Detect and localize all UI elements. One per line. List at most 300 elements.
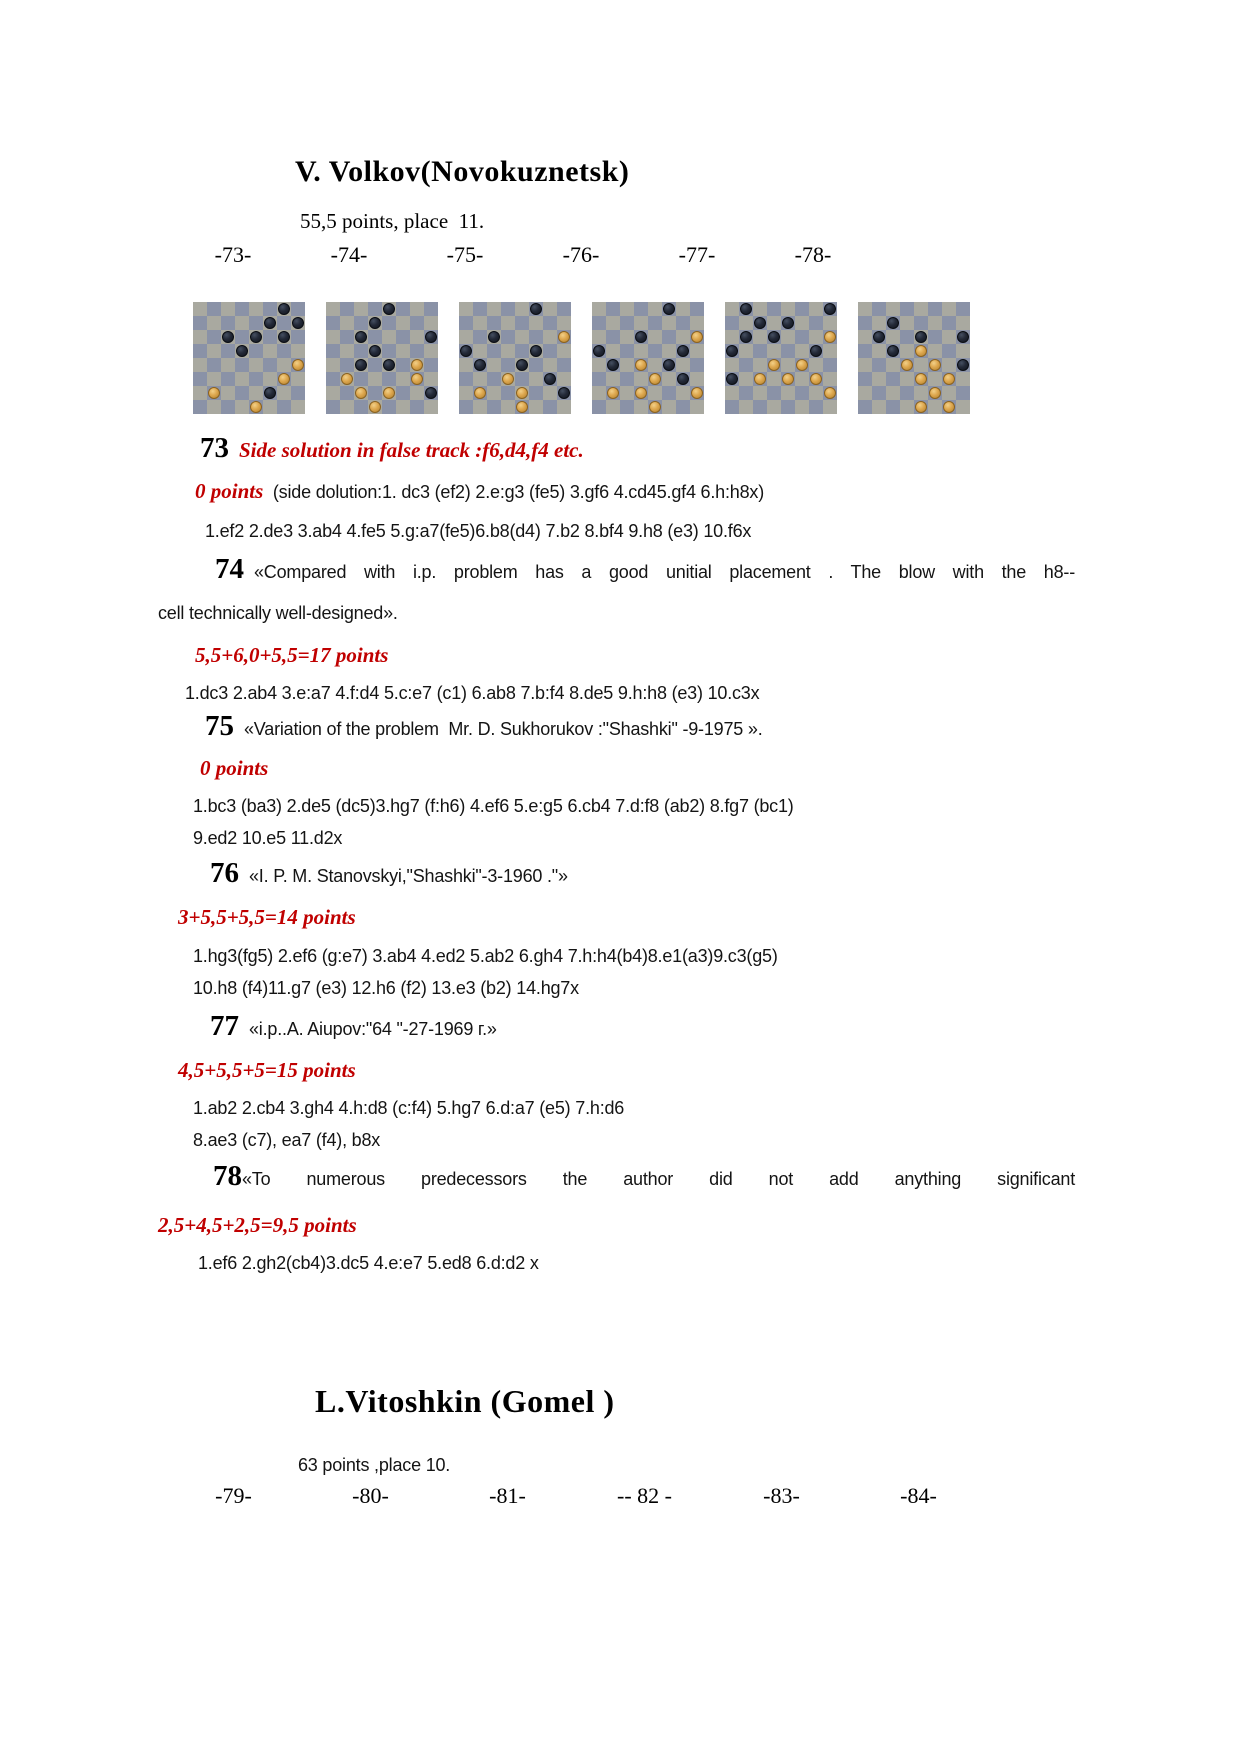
board-square bbox=[501, 358, 515, 372]
board-square bbox=[592, 302, 606, 316]
gold-checker-piece bbox=[649, 373, 661, 385]
black-checker-piece bbox=[607, 359, 619, 371]
board-square bbox=[858, 358, 872, 372]
board-square bbox=[235, 330, 249, 344]
problem-73-red-heading: Side solution in false track :f6,d4,f4 etc. bbox=[239, 438, 584, 462]
board-square bbox=[592, 358, 606, 372]
board-square bbox=[620, 302, 634, 316]
diagram-label: -- 82 - bbox=[617, 1483, 672, 1508]
board-square bbox=[690, 358, 704, 372]
board-square bbox=[557, 316, 571, 330]
board-square bbox=[886, 372, 900, 386]
board-square bbox=[410, 316, 424, 330]
board-square bbox=[886, 302, 900, 316]
board-square bbox=[326, 344, 340, 358]
problem-77-number: 77 bbox=[210, 1010, 239, 1042]
board-square bbox=[767, 344, 781, 358]
board-square bbox=[823, 400, 837, 414]
board-square bbox=[193, 372, 207, 386]
board-square bbox=[809, 302, 823, 316]
board-square bbox=[193, 386, 207, 400]
gold-checker-piece bbox=[768, 359, 780, 371]
black-checker-piece bbox=[782, 317, 794, 329]
black-checker-piece bbox=[264, 387, 276, 399]
board-square bbox=[823, 344, 837, 358]
board-square bbox=[326, 372, 340, 386]
checkers-board-74 bbox=[326, 302, 438, 414]
black-checker-piece bbox=[516, 359, 528, 371]
board-square bbox=[753, 358, 767, 372]
black-checker-piece bbox=[740, 303, 752, 315]
board-square bbox=[515, 330, 529, 344]
board-square bbox=[928, 372, 942, 386]
board-square bbox=[956, 372, 970, 386]
black-checker-piece bbox=[677, 345, 689, 357]
board-square bbox=[606, 400, 620, 414]
board-square bbox=[858, 344, 872, 358]
black-checker-piece bbox=[474, 359, 486, 371]
board-square bbox=[942, 358, 956, 372]
diagram-label: -79- bbox=[215, 1483, 252, 1508]
problem-75-heading bbox=[205, 710, 763, 743]
board-square bbox=[529, 316, 543, 330]
board-square bbox=[410, 386, 424, 400]
board-square bbox=[263, 344, 277, 358]
board-square bbox=[424, 400, 438, 414]
black-checker-piece bbox=[677, 373, 689, 385]
board-square bbox=[886, 386, 900, 400]
board-square bbox=[207, 344, 221, 358]
board-square bbox=[207, 358, 221, 372]
board-square bbox=[235, 316, 249, 330]
board-square bbox=[872, 400, 886, 414]
board-square bbox=[354, 344, 368, 358]
board-square bbox=[543, 386, 557, 400]
board-square bbox=[662, 372, 676, 386]
board-square bbox=[249, 316, 263, 330]
board-square bbox=[326, 302, 340, 316]
black-checker-piece bbox=[236, 345, 248, 357]
black-checker-piece bbox=[635, 331, 647, 343]
board-square bbox=[291, 302, 305, 316]
board-square bbox=[501, 386, 515, 400]
gold-checker-piece bbox=[516, 387, 528, 399]
board-square bbox=[928, 316, 942, 330]
problem-73-moves-1: 1.ef2 2.de3 3.ab4 4.fe5 5.g:a7(fe5)6.b8(d4) 7.b2 8.bf4 9.h8 (e3) 10.f6x bbox=[205, 521, 752, 541]
board-square bbox=[781, 344, 795, 358]
board-square bbox=[515, 316, 529, 330]
board-square bbox=[648, 302, 662, 316]
board-square bbox=[277, 400, 291, 414]
board-square bbox=[487, 302, 501, 316]
black-checker-piece bbox=[250, 331, 262, 343]
board-square bbox=[291, 330, 305, 344]
gold-checker-piece bbox=[292, 359, 304, 371]
board-square bbox=[690, 344, 704, 358]
black-checker-piece bbox=[593, 345, 605, 357]
board-square bbox=[557, 358, 571, 372]
board-square bbox=[487, 344, 501, 358]
board-square bbox=[459, 400, 473, 414]
board-square bbox=[606, 372, 620, 386]
board-square bbox=[221, 386, 235, 400]
gold-checker-piece bbox=[929, 387, 941, 399]
problem-78-number: 78 bbox=[213, 1160, 242, 1192]
black-checker-piece bbox=[558, 387, 570, 399]
gold-checker-piece bbox=[943, 401, 955, 413]
board-square bbox=[753, 302, 767, 316]
board-square bbox=[767, 400, 781, 414]
board-square bbox=[606, 330, 620, 344]
checkers-board-73 bbox=[193, 302, 305, 414]
black-checker-piece bbox=[544, 373, 556, 385]
board-square bbox=[529, 358, 543, 372]
board-square bbox=[368, 302, 382, 316]
board-square bbox=[487, 386, 501, 400]
board-square bbox=[396, 316, 410, 330]
board-square bbox=[676, 330, 690, 344]
black-checker-piece bbox=[915, 331, 927, 343]
board-square bbox=[676, 386, 690, 400]
board-square bbox=[396, 372, 410, 386]
board-square bbox=[473, 344, 487, 358]
gold-checker-piece bbox=[383, 387, 395, 399]
gold-checker-piece bbox=[824, 387, 836, 399]
gold-checker-piece bbox=[915, 373, 927, 385]
board-square bbox=[529, 372, 543, 386]
black-checker-piece bbox=[873, 331, 885, 343]
board-square bbox=[193, 302, 207, 316]
diagram-label: -76- bbox=[562, 242, 600, 267]
board-square bbox=[725, 302, 739, 316]
board-square bbox=[900, 344, 914, 358]
board-square bbox=[620, 344, 634, 358]
board-square bbox=[235, 386, 249, 400]
problem-76-points: 3+5,5+5,5=14 points bbox=[178, 905, 356, 929]
board-square bbox=[928, 344, 942, 358]
diagram-label: -80- bbox=[352, 1483, 389, 1508]
checkers-board-78 bbox=[858, 302, 970, 414]
gold-checker-piece bbox=[278, 373, 290, 385]
black-checker-piece bbox=[810, 345, 822, 357]
gold-checker-piece bbox=[341, 373, 353, 385]
board-square bbox=[956, 344, 970, 358]
board-square bbox=[193, 344, 207, 358]
board-square bbox=[767, 302, 781, 316]
board-square bbox=[900, 400, 914, 414]
gold-checker-piece bbox=[411, 373, 423, 385]
black-checker-piece bbox=[383, 359, 395, 371]
board-square bbox=[354, 372, 368, 386]
board-square bbox=[662, 344, 676, 358]
board-square bbox=[529, 400, 543, 414]
board-square bbox=[767, 316, 781, 330]
board-square bbox=[606, 302, 620, 316]
problem-74-moves-1: 1.dc3 2.ab4 3.e:a7 4.f:d4 5.c:e7 (c1) 6.ab8 7.b:f4 8.de5 9.h:h8 (e3) 10.c3x bbox=[185, 683, 760, 703]
board-square bbox=[662, 316, 676, 330]
board-square bbox=[382, 400, 396, 414]
board-square bbox=[690, 400, 704, 414]
board-square bbox=[662, 330, 676, 344]
board-square bbox=[326, 400, 340, 414]
board-square bbox=[753, 400, 767, 414]
board-square bbox=[382, 330, 396, 344]
black-checker-piece bbox=[369, 345, 381, 357]
board-square bbox=[725, 400, 739, 414]
board-square bbox=[249, 372, 263, 386]
board-square bbox=[515, 372, 529, 386]
problem-77-moves-1: 1.ab2 2.cb4 3.gh4 4.h:d8 (c:f4) 5.hg7 6.d:a7 (e5) 7.h:d6 bbox=[193, 1098, 625, 1118]
board-square bbox=[795, 386, 809, 400]
problem-74-points: 5,5+6,0+5,5=17 points bbox=[195, 643, 389, 667]
problem-74-comment-1: «Compared with i.p. problem has a good unitial placement . The blow with the h8-- bbox=[254, 562, 1075, 582]
board-square bbox=[872, 316, 886, 330]
board-square bbox=[753, 344, 767, 358]
board-square bbox=[235, 400, 249, 414]
board-square bbox=[858, 330, 872, 344]
board-square bbox=[928, 302, 942, 316]
board-square bbox=[207, 330, 221, 344]
board-square bbox=[900, 302, 914, 316]
board-square bbox=[263, 358, 277, 372]
board-square bbox=[781, 302, 795, 316]
board-square bbox=[501, 400, 515, 414]
board-square bbox=[459, 302, 473, 316]
black-checker-piece bbox=[887, 345, 899, 357]
board-square bbox=[634, 316, 648, 330]
problem-78-comment-1: «To numerous predecessors the author did not add anything significant bbox=[242, 1169, 1075, 1189]
board-square bbox=[291, 386, 305, 400]
board-square bbox=[956, 316, 970, 330]
problem-76-moves-2: 10.h8 (f4)11.g7 (e3) 12.h6 (f2) 13.e3 (b2) 14.hg7x bbox=[193, 978, 579, 998]
board-square bbox=[620, 316, 634, 330]
board-square bbox=[501, 316, 515, 330]
black-checker-piece bbox=[824, 303, 836, 315]
board-square bbox=[354, 302, 368, 316]
board-square bbox=[767, 372, 781, 386]
board-square bbox=[592, 372, 606, 386]
board-square bbox=[368, 372, 382, 386]
checkers-diagrams-row bbox=[193, 302, 970, 414]
board-square bbox=[207, 316, 221, 330]
problem-76-number: 76 bbox=[210, 857, 239, 889]
black-checker-piece bbox=[957, 331, 969, 343]
board-square bbox=[739, 316, 753, 330]
board-square bbox=[662, 386, 676, 400]
gold-checker-piece bbox=[355, 387, 367, 399]
board-square bbox=[592, 400, 606, 414]
board-square bbox=[872, 302, 886, 316]
board-square bbox=[648, 358, 662, 372]
section1-subtitle: 55,5 points, place 11. bbox=[300, 209, 485, 233]
board-square bbox=[291, 400, 305, 414]
board-square bbox=[858, 372, 872, 386]
board-square bbox=[340, 386, 354, 400]
board-square bbox=[858, 302, 872, 316]
problem-75-number: 75 bbox=[205, 710, 234, 742]
board-square bbox=[676, 400, 690, 414]
board-square bbox=[515, 344, 529, 358]
diagram-label: -84- bbox=[900, 1483, 937, 1508]
black-checker-piece bbox=[530, 345, 542, 357]
board-square bbox=[648, 386, 662, 400]
board-square bbox=[900, 372, 914, 386]
problem-78-points: 2,5+4,5+2,5=9,5 points bbox=[158, 1213, 357, 1237]
checkers-board-76 bbox=[592, 302, 704, 414]
problem-76-moves-1: 1.hg3(fg5) 2.ef6 (g:e7) 3.ab4 4.ed2 5.ab2 6.gh4 7.h:h4(b4)8.e1(a3)9.c3(g5) bbox=[193, 946, 778, 966]
problem-75-moves-2: 9.ed2 10.e5 11.d2x bbox=[193, 828, 343, 848]
board-square bbox=[886, 400, 900, 414]
board-square bbox=[914, 316, 928, 330]
problem-73-number: 73 bbox=[200, 432, 229, 464]
board-square bbox=[795, 344, 809, 358]
board-square bbox=[277, 358, 291, 372]
gold-checker-piece bbox=[915, 401, 927, 413]
gold-checker-piece bbox=[208, 387, 220, 399]
problem-76-comment-1: «I. P. M. Stanovskyi,"Shashki"-3-1960 ."» bbox=[249, 866, 568, 886]
board-square bbox=[459, 316, 473, 330]
board-square bbox=[942, 344, 956, 358]
board-square bbox=[781, 400, 795, 414]
problem-73-points-note: (side dolution:1. dc3 (ef2) 2.e:g3 (fe5) 3.gf6 4.cd45.gf4 6.h:h8x) bbox=[263, 482, 764, 502]
board-square bbox=[753, 386, 767, 400]
board-square bbox=[914, 386, 928, 400]
board-square bbox=[942, 302, 956, 316]
board-square bbox=[277, 344, 291, 358]
board-square bbox=[396, 344, 410, 358]
gold-checker-piece bbox=[411, 359, 423, 371]
board-square bbox=[473, 400, 487, 414]
board-square bbox=[235, 358, 249, 372]
diagram-label: -81- bbox=[489, 1483, 526, 1508]
board-square bbox=[809, 358, 823, 372]
black-checker-piece bbox=[292, 317, 304, 329]
board-square bbox=[221, 400, 235, 414]
black-checker-piece bbox=[425, 387, 437, 399]
board-square bbox=[340, 400, 354, 414]
board-square bbox=[543, 316, 557, 330]
board-square bbox=[529, 330, 543, 344]
black-checker-piece bbox=[488, 331, 500, 343]
board-square bbox=[956, 302, 970, 316]
board-square bbox=[382, 316, 396, 330]
section1-title: V. Volkov(Novokuznetsk) bbox=[295, 155, 630, 188]
board-square bbox=[809, 400, 823, 414]
gold-checker-piece bbox=[369, 401, 381, 413]
gold-checker-piece bbox=[754, 373, 766, 385]
board-square bbox=[676, 316, 690, 330]
board-square bbox=[277, 386, 291, 400]
board-square bbox=[487, 372, 501, 386]
black-checker-piece bbox=[957, 359, 969, 371]
board-square bbox=[326, 316, 340, 330]
problem-74-number: 74 bbox=[215, 553, 244, 585]
board-square bbox=[424, 344, 438, 358]
board-square bbox=[725, 358, 739, 372]
board-square bbox=[914, 302, 928, 316]
board-square bbox=[382, 344, 396, 358]
gold-checker-piece bbox=[250, 401, 262, 413]
board-square bbox=[235, 302, 249, 316]
board-square bbox=[942, 386, 956, 400]
board-square bbox=[858, 316, 872, 330]
problem-77-moves-2: 8.ae3 (c7), ea7 (f4), b8x bbox=[193, 1130, 381, 1150]
gold-checker-piece bbox=[635, 359, 647, 371]
black-checker-piece bbox=[887, 317, 899, 329]
board-square bbox=[823, 372, 837, 386]
black-checker-piece bbox=[278, 303, 290, 315]
board-square bbox=[340, 344, 354, 358]
board-square bbox=[634, 400, 648, 414]
black-checker-piece bbox=[663, 359, 675, 371]
problem-78-moves-1: 1.ef6 2.gh2(cb4)3.dc5 4.e:e7 5.ed8 6.d:d2 x bbox=[198, 1253, 539, 1273]
diagram-label: -77- bbox=[678, 242, 716, 267]
black-checker-piece bbox=[754, 317, 766, 329]
board-square bbox=[326, 358, 340, 372]
board-square bbox=[795, 316, 809, 330]
board-square bbox=[620, 372, 634, 386]
board-square bbox=[928, 400, 942, 414]
board-square bbox=[473, 372, 487, 386]
checkers-board-77 bbox=[725, 302, 837, 414]
board-square bbox=[557, 400, 571, 414]
board-square bbox=[634, 372, 648, 386]
board-square bbox=[487, 316, 501, 330]
gold-checker-piece bbox=[929, 359, 941, 371]
diagram-labels-row-2 bbox=[165, 1483, 987, 1509]
board-square bbox=[648, 344, 662, 358]
problem-73-points: 0 points bbox=[195, 479, 264, 503]
board-square bbox=[795, 400, 809, 414]
board-square bbox=[634, 302, 648, 316]
board-square bbox=[249, 386, 263, 400]
board-square bbox=[291, 372, 305, 386]
board-square bbox=[956, 400, 970, 414]
board-square bbox=[886, 330, 900, 344]
board-square bbox=[676, 302, 690, 316]
black-checker-piece bbox=[369, 317, 381, 329]
gold-checker-piece bbox=[474, 387, 486, 399]
board-square bbox=[809, 386, 823, 400]
board-square bbox=[809, 316, 823, 330]
board-square bbox=[858, 386, 872, 400]
board-square bbox=[557, 372, 571, 386]
board-square bbox=[459, 372, 473, 386]
gold-checker-piece bbox=[635, 387, 647, 399]
board-square bbox=[823, 358, 837, 372]
board-square bbox=[277, 316, 291, 330]
board-square bbox=[543, 330, 557, 344]
board-square bbox=[459, 358, 473, 372]
problem-78-heading bbox=[213, 1160, 1075, 1193]
board-square bbox=[620, 400, 634, 414]
gold-checker-piece bbox=[810, 373, 822, 385]
board-square bbox=[592, 330, 606, 344]
board-square bbox=[354, 316, 368, 330]
board-square bbox=[207, 372, 221, 386]
board-square bbox=[221, 358, 235, 372]
diagram-label: -73- bbox=[214, 242, 252, 267]
problem-76-heading bbox=[210, 857, 568, 890]
board-square bbox=[207, 302, 221, 316]
problem-77-comment-1: «i.p..A. Aiupov:"64 "-27-1969 г.» bbox=[249, 1019, 497, 1039]
board-square bbox=[235, 372, 249, 386]
gold-checker-piece bbox=[558, 331, 570, 343]
board-square bbox=[858, 400, 872, 414]
board-square bbox=[368, 330, 382, 344]
diagram-label: -74- bbox=[330, 242, 368, 267]
board-square bbox=[473, 316, 487, 330]
